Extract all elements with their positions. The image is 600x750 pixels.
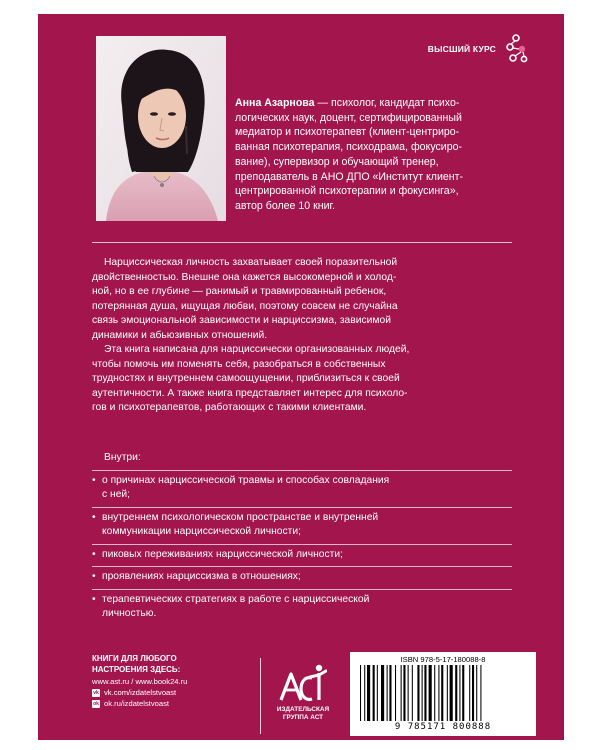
ok-link-row[interactable] <box>92 699 262 710</box>
publisher-name-line: ГРУППА АСТ <box>282 714 324 721</box>
publisher-name-line: ИЗДАТЕЛЬСКАЯ <box>276 706 330 713</box>
barcode-bar <box>472 665 474 721</box>
contents-section <box>92 451 512 626</box>
section-divider <box>92 242 512 243</box>
barcode-bar <box>387 665 388 721</box>
connected-dots-logo-icon <box>502 34 532 64</box>
bio-line: автор более 10 книг. <box>235 199 336 212</box>
bio-line: медиатор и психотерапевт (клиент-центриро- <box>235 126 460 139</box>
barcode-bar <box>395 665 396 721</box>
series-brand <box>428 34 532 64</box>
bio-line: преподаватель в АНО ДПО «Институт клиент- <box>235 170 463 183</box>
barcode-bar <box>441 665 443 721</box>
barcode-bar <box>469 665 470 721</box>
barcode-bar <box>403 665 405 721</box>
bio-line: Анна Азарнова — психолог, кандидат психо- <box>235 97 460 109</box>
list-item: • внутреннем психологическом пространстве и внутренней коммуникации нарциссической личности; <box>92 507 512 544</box>
list-item: • проявлениях нарциссизма в отношениях; <box>92 566 512 589</box>
website-links[interactable]: www.ast.ru / www.book24.ru <box>92 677 188 686</box>
author-portrait <box>96 36 226 221</box>
barcode-bar <box>389 665 391 721</box>
barcode-bar <box>476 665 477 721</box>
barcode-bar <box>459 665 460 721</box>
cover-panel <box>38 14 564 740</box>
barcode-bars <box>360 665 526 721</box>
barcode-bar <box>447 665 448 721</box>
contents-list <box>92 470 512 626</box>
barcode-bar <box>424 665 426 721</box>
barcode-bar <box>412 665 413 721</box>
vk-link[interactable]: vk.com/izdatelstvoast <box>104 687 177 697</box>
barcode-bar <box>377 665 378 721</box>
barcode-bar <box>373 665 375 721</box>
contents-title: Внутри: <box>104 452 141 463</box>
author-name: Анна Азарнова <box>235 97 315 109</box>
barcode-bar <box>422 665 423 721</box>
series-label: ВЫСШИЙ КУРС <box>427 44 496 54</box>
publisher-links <box>92 654 262 709</box>
vk-link-row[interactable] <box>92 688 262 699</box>
barcode-bar <box>429 665 432 721</box>
book-description <box>92 256 510 416</box>
publisher-logo <box>266 662 340 722</box>
barcode-digits: 9 785171 800888 <box>394 722 492 732</box>
barcode-bar <box>434 665 435 721</box>
vk-icon: vk <box>93 690 99 697</box>
ast-logo-icon <box>279 662 327 704</box>
barcode-bar <box>450 665 453 721</box>
author-bio <box>235 96 535 214</box>
description-paragraph: Эта книга написана для нарциссически организованных людей, чтобы помочь им поменять себя, разобраться в собственных трудностях и внутреннем самоощущении, приблизиться к своей аутентичности. А также книга представляет интерес для психоло- гов и психотерапевтов, работающих с такими клиентами. <box>92 344 410 413</box>
barcode-bar <box>455 665 457 721</box>
barcode-bar <box>364 665 365 721</box>
barcode-bar <box>417 665 419 721</box>
barcode-bar <box>462 665 464 721</box>
list-item: • терапевтических стратегиях в работе с нарциссической личностью. <box>92 589 512 626</box>
footer-divider <box>260 658 261 734</box>
ok-link[interactable]: ok.ru/izdatelstvoast <box>104 698 169 708</box>
barcode-bar <box>480 665 481 721</box>
ok-icon: ok <box>93 700 99 707</box>
bio-line: логических наук, доцент, сертифицированный <box>235 111 462 124</box>
barcode-bar <box>360 665 361 721</box>
barcode-bar <box>401 665 402 721</box>
description-paragraph: Нарциссическая личность захватывает своей поразительной двойственностью. Внешне она кажется высокомерной и холод- ной, но в ее глубине — ранимый и травмированный ребенок, потерянная душа, ищущая любви, поэтому совсем не случайна связь эмоциональной зависимости и нарциссизма, зависимой динамики и абьюзивных отношений. <box>92 257 398 341</box>
links-heading: КНИГИ ДЛЯ ЛЮБОГО НАСТРОЕНИЯ ЗДЕСЬ: <box>92 654 181 674</box>
barcode-bar <box>381 665 384 721</box>
bio-line: вание), супервизор и обучающий тренер, <box>235 155 439 168</box>
list-item: • пиковых переживаниях нарциссической личности; <box>92 544 512 567</box>
barcode-bar <box>367 665 370 721</box>
isbn-number: ISBN 978-5-17-180088-8 <box>400 655 486 664</box>
barcode-bar <box>438 665 439 721</box>
bio-line: центрированной психотерапии и фокусинга», <box>235 185 459 198</box>
list-item: • о причинах нарциссической травмы и способах совладания с ней; <box>92 470 512 507</box>
barcode-bar <box>408 665 409 721</box>
isbn-barcode <box>350 652 536 736</box>
bio-line: ванная психотерапия, психодрама, фокусиро- <box>235 141 463 154</box>
